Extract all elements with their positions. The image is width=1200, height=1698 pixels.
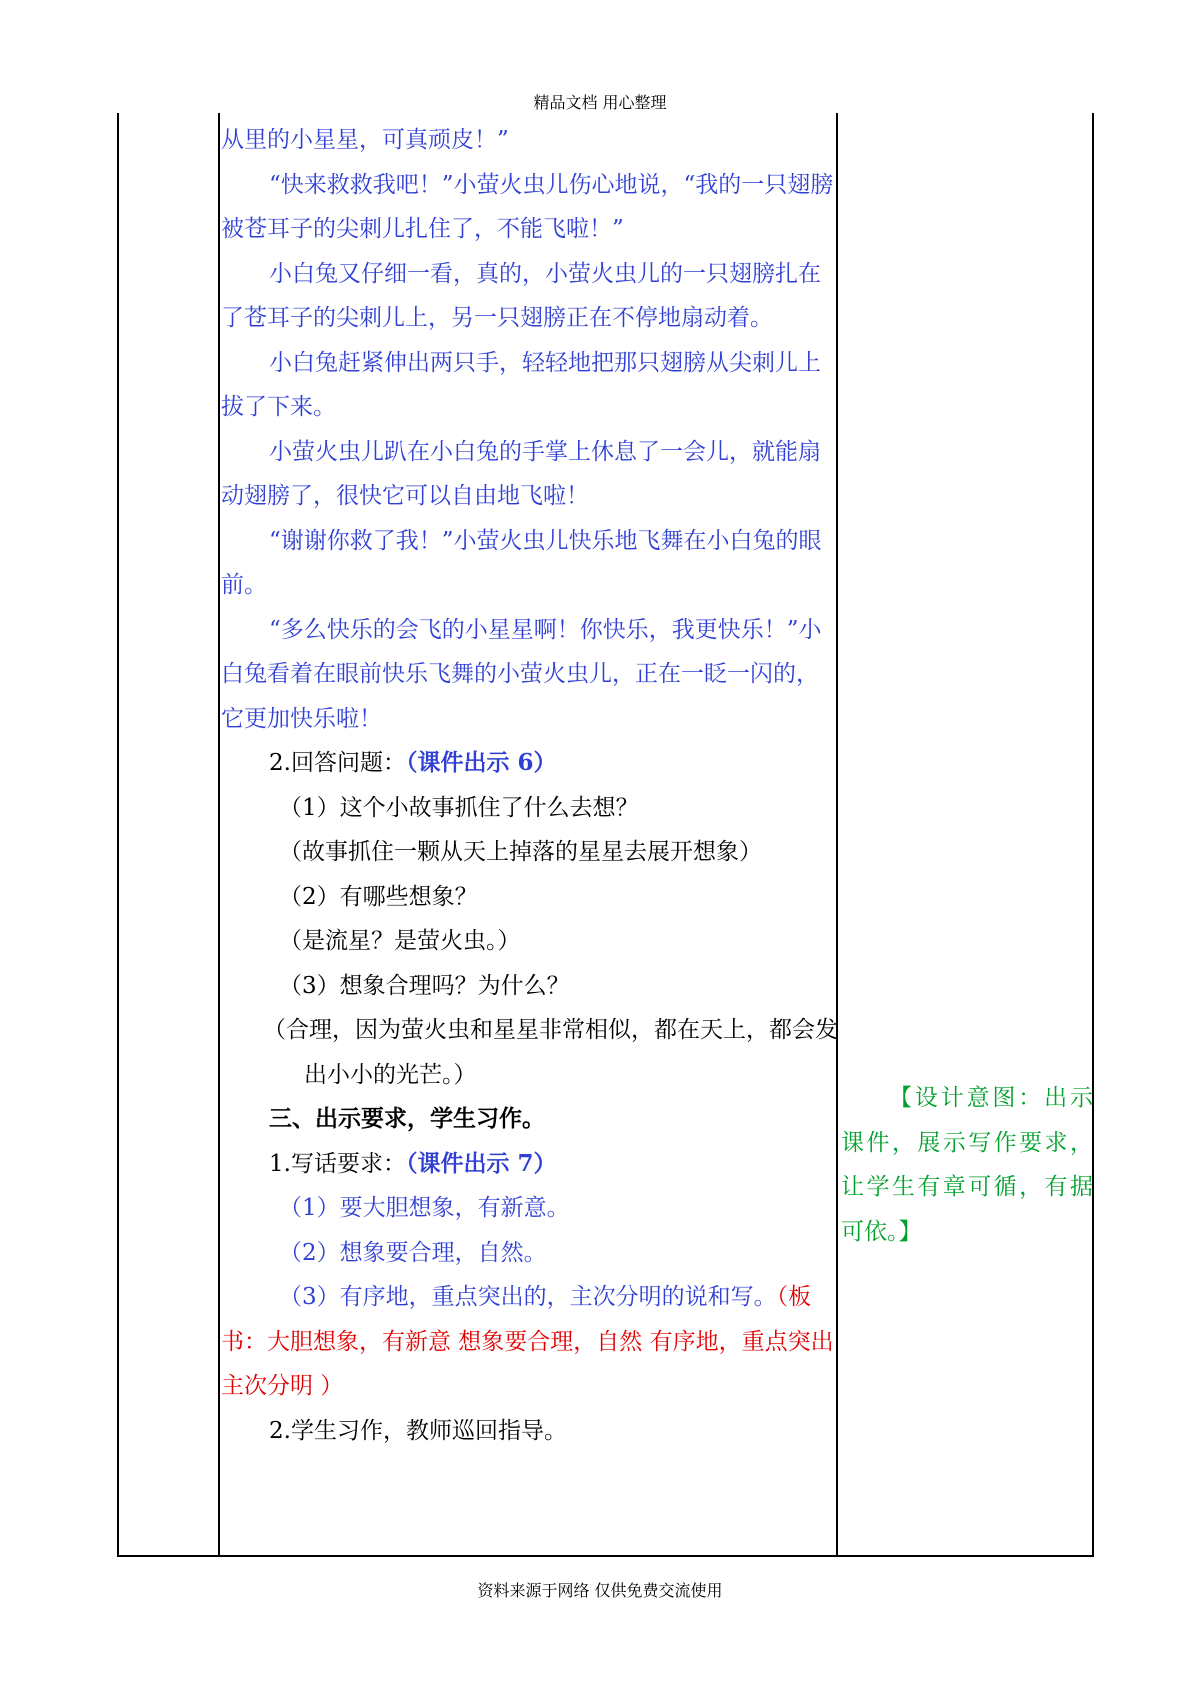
answer-3: （合理，因为萤火虫和星星非常相似，都在天上，都会发出小小的光芒。）	[263, 1017, 838, 1088]
table-border-bottom	[117, 1555, 1094, 1557]
lesson-content	[221, 118, 840, 1453]
answer-2: （是流星？是萤火虫。）	[279, 928, 521, 954]
answer-1: （故事抓住一颗从天上掉落的星星去展开想象）	[279, 839, 762, 865]
courseware-note: （课件出示 7）	[405, 1149, 557, 1177]
questions-heading	[221, 741, 840, 786]
requirement-3-text: （3）有序地，重点突出的，主次分明的说和写。	[279, 1284, 777, 1310]
story-paragraph: “多么快乐的会飞的小星星啊！你快乐，我更快乐！”小白兔看着在眼前快乐飞舞的小萤火虫儿，正在一眨一闪的，它更加快乐啦！	[221, 616, 822, 732]
story-paragraph: 小萤火虫儿趴在小白兔的手掌上休息了一会儿，就能扇动翅膀了，很快它可以自由地飞啦！	[221, 438, 821, 509]
page-header: 精品文档 用心整理	[533, 93, 667, 112]
questions-heading-text: 2.回答问题：	[269, 750, 406, 776]
requirements-heading-text: 1.写话要求：	[269, 1150, 406, 1177]
requirement-3	[221, 1275, 840, 1409]
story-paragraph: 小白兔又仔细一看，真的，小萤火虫儿的一只翅膀扎在了苍耳子的尖刺儿上，另一只翅膀正在不停地扇动着。	[221, 260, 821, 331]
step-2: 2.学生习作，教师巡回指导。	[269, 1417, 567, 1444]
requirement-1: （1）要大胆想象，有新意。	[279, 1195, 570, 1221]
story-paragraph: “谢谢你救了我！”小萤火虫儿快乐地飞舞在小白兔的眼前。	[221, 527, 822, 598]
question-3: （3）想象合理吗？为什么？	[279, 972, 570, 999]
table-border-right	[1092, 113, 1094, 1555]
story-paragraph: 从里的小星星，可真顽皮！”	[221, 127, 509, 153]
design-intent: 【设计意图：出示课件，展示写作要求，让学生有章可循，有据可依。】	[841, 1085, 1093, 1245]
design-intent-cell	[841, 1076, 1093, 1254]
table-divider-1	[218, 113, 220, 1555]
page-footer: 资料来源于网络 仅供免费交流使用	[477, 1581, 723, 1600]
question-1: （1）这个小故事抓住了什么去想？	[279, 794, 639, 821]
table-border-left	[117, 113, 119, 1555]
story-paragraph: “快来救救我吧！”小萤火虫儿伤心地说，“我的一只翅膀被苍耳子的尖刺儿扎住了，不能飞啦！”	[221, 171, 834, 242]
requirement-2: （2）想象要合理，自然。	[279, 1239, 547, 1266]
section-title: 三、出示要求，学生习作。	[269, 1105, 545, 1132]
story-paragraph: 小白兔赶紧伸出两只手，轻轻地把那只翅膀从尖刺儿上拔了下来。	[221, 349, 821, 420]
requirements-heading	[221, 1142, 840, 1187]
question-2: （2）有哪些想象？	[279, 883, 478, 910]
blackboard-note: （板书：大胆想象，有新意 想象要合理，自然 有序地，重点突出 主次分明 ）	[221, 1284, 834, 1399]
courseware-note: （课件出示 6）	[405, 749, 557, 776]
